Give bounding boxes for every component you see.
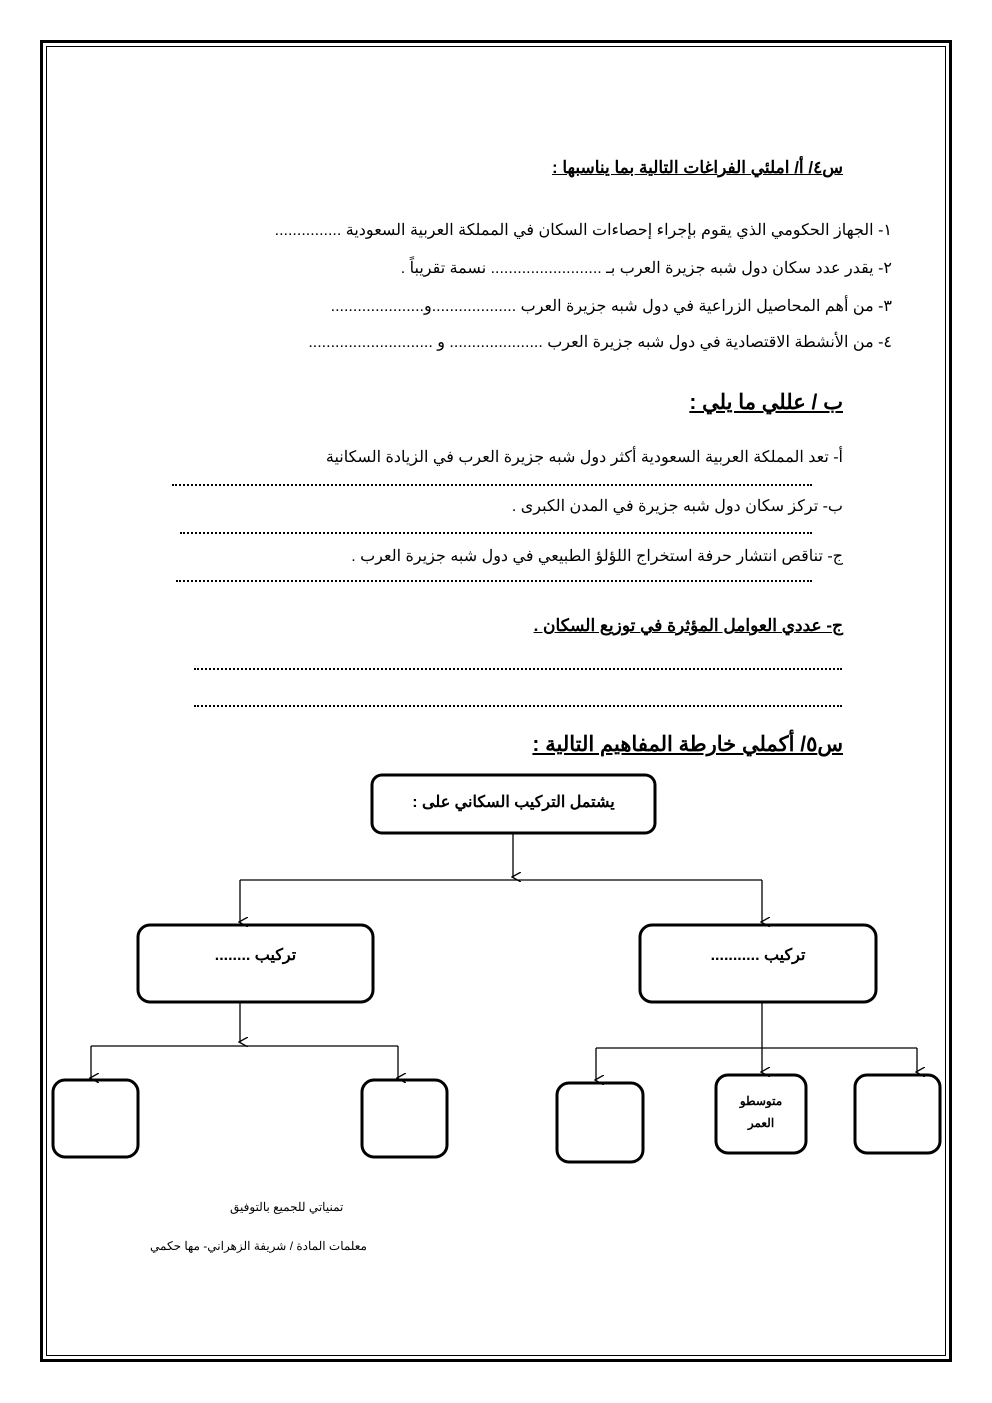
left-branch-label[interactable]: تركيب ........ bbox=[214, 947, 297, 964]
leaf-box bbox=[362, 1080, 447, 1157]
footer-wish: تمنياتي للجميع بالتوفيق bbox=[230, 1200, 344, 1214]
part-b-item-b: ب- تركز سكان دول شبه جزيرة في المدن الكبرى . bbox=[511, 498, 843, 515]
part-b-heading: ب / عللي ما يلي : bbox=[689, 391, 843, 414]
q4-item-3: ٣- من أهم المحاصيل الزراعية في دول شبه جزيرة العرب ...................و..................... bbox=[330, 298, 892, 315]
part-b-item-a: أ- تعد المملكة العربية السعودية أكثر دول شبه جزيرة العرب في الزيادة السكانية bbox=[325, 449, 843, 466]
q5-heading: س٥/ أكملي خارطة المفاهيم التالية : bbox=[532, 733, 843, 756]
root-label: يشتمل التركيب السكاني على : bbox=[412, 794, 615, 811]
leaf-box bbox=[855, 1075, 940, 1153]
q4-item-4: ٤- من الأنشطة الاقتصادية في دول شبه جزيرة العرب ..................... و ............................ bbox=[308, 334, 892, 351]
middle-leaf-label: متوسطو العمر bbox=[739, 1094, 783, 1130]
right-branch-label[interactable]: تركيب ........... bbox=[710, 947, 806, 964]
leaf-box bbox=[53, 1080, 138, 1157]
part-b-item-c: ج- تناقص انتشار حرفة استخراج اللؤلؤ الطبيعي في دول شبه جزيرة العرب . bbox=[351, 548, 843, 565]
q4-item-1: ١- الجهاز الحكومي الذي يقوم بإجراء إحصاءات السكان في المملكة العربية السعودية ............... bbox=[274, 222, 892, 239]
q4-heading: س٤/ أ/ املئي الفراغات التالية بما يناسبها : bbox=[551, 158, 843, 177]
q4-item-2: ٢- يقدر عدد سكان دول شبه جزيرة العرب بـ ......................... نسمة تقريباً . bbox=[400, 260, 892, 277]
part-c-heading: ج- عددي العوامل المؤثرة في توزيع السكان . bbox=[533, 616, 843, 635]
footer-teachers: معلمات المادة / شريفة الزهراني- مها حكمي bbox=[150, 1239, 367, 1253]
leaf-box bbox=[557, 1083, 643, 1162]
